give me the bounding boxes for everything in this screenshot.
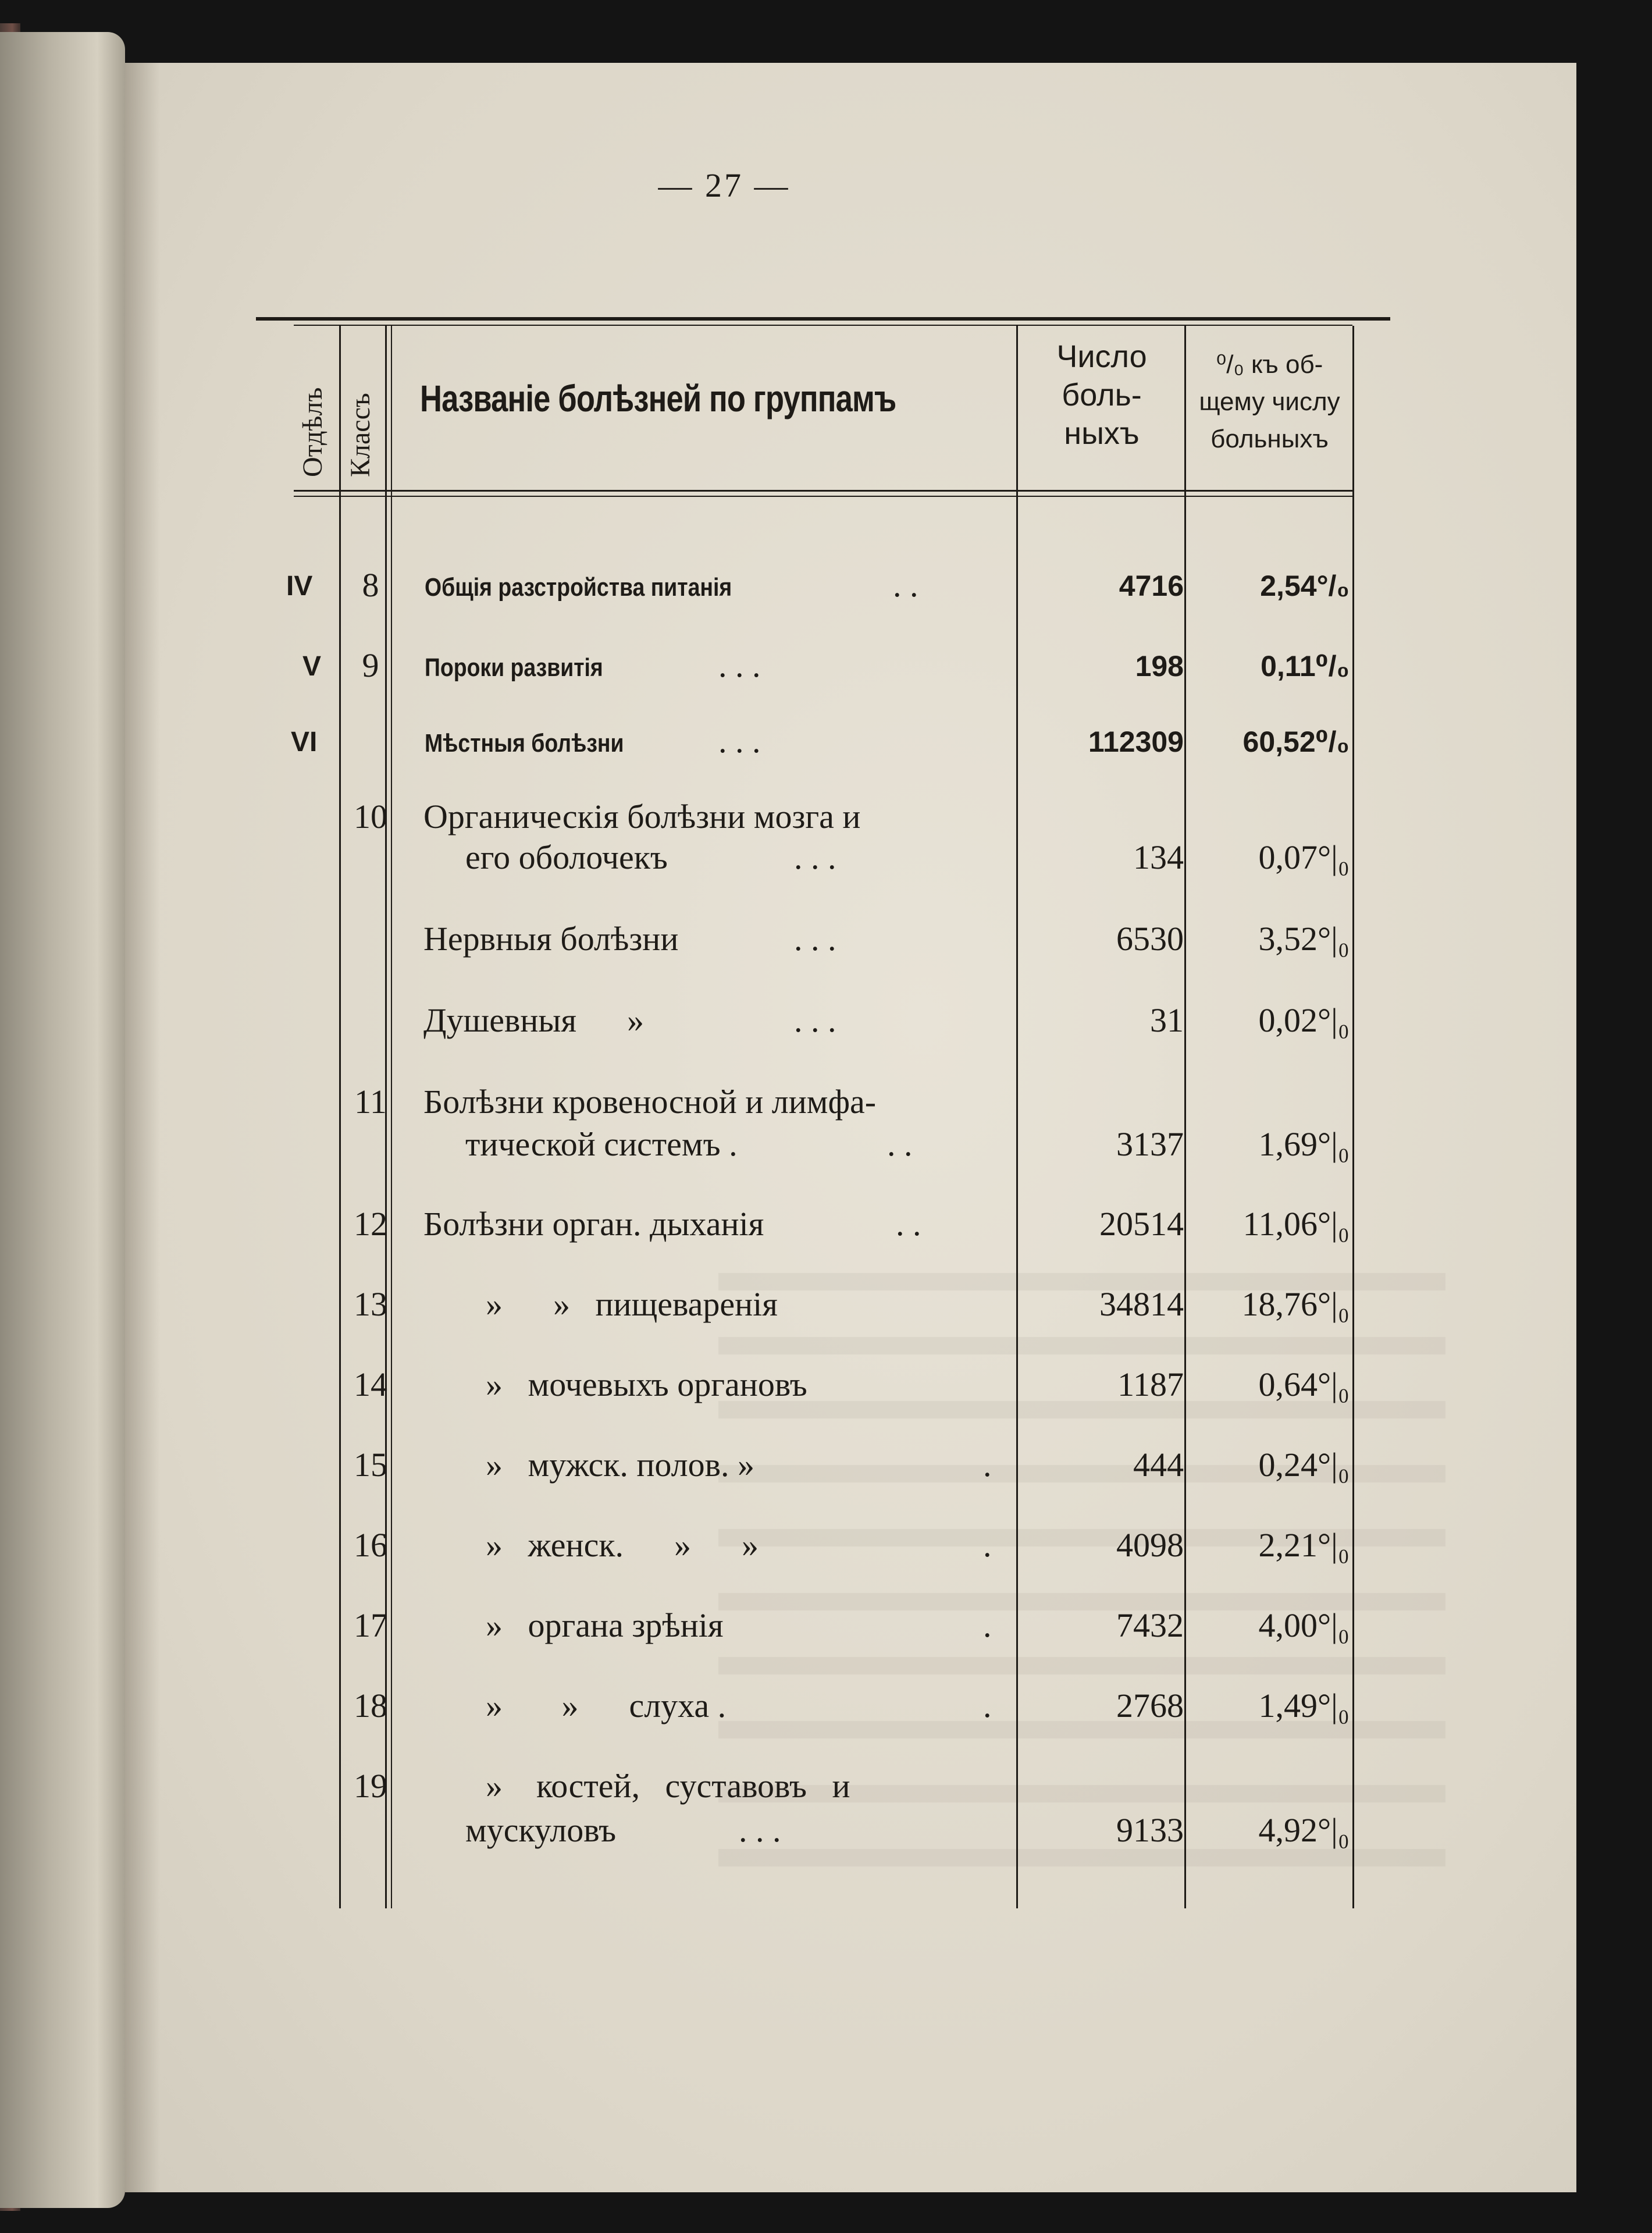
row-class: 10: [354, 798, 387, 835]
row-name: Душевныя »: [423, 1001, 645, 1039]
row-count: 9133: [1116, 1811, 1184, 1849]
gutter-shadow: [125, 63, 160, 2192]
row-name-continued: тической системъ .: [465, 1125, 738, 1163]
column-divider-dept: [339, 326, 341, 1908]
header-count-line: ныхъ: [1064, 416, 1140, 451]
row-class: 14: [354, 1366, 387, 1403]
row-count: 198: [1135, 650, 1184, 682]
row-count: 7432: [1116, 1606, 1184, 1644]
header-percent-line: ⁰/₀ къ об-: [1216, 350, 1323, 379]
row-name-continued: его оболочекъ: [465, 838, 668, 876]
row-name: » женск. » »: [486, 1526, 759, 1564]
bleed-through: [718, 1657, 1446, 1674]
row-name: » мужск. полов. »: [486, 1446, 754, 1484]
row-class: 8: [362, 566, 379, 604]
row-name: Пороки развитія: [425, 653, 603, 682]
row-leader-dots: . .: [893, 566, 918, 604]
row-count: 34814: [1099, 1285, 1184, 1323]
header-count-line: Число: [1056, 339, 1147, 374]
row-name: Нервныя болѣзни: [423, 920, 679, 958]
bleed-through: [718, 1849, 1446, 1866]
header-percent: [1187, 346, 1352, 458]
row-leader-dots: . . .: [794, 920, 836, 958]
row-count: 2768: [1116, 1687, 1184, 1724]
row-name-continued: мускуловъ: [465, 1811, 617, 1849]
header-department: Отдѣлъ: [297, 387, 328, 477]
header-class: Классъ: [345, 393, 376, 477]
row-leader-dots: .: [983, 1526, 992, 1564]
row-name: » мочевыхъ органовъ: [486, 1366, 807, 1403]
bleed-through: [718, 1337, 1446, 1354]
row-leader-dots: . . .: [794, 838, 836, 876]
row-class: 16: [354, 1526, 387, 1564]
row-class: 9: [362, 646, 379, 684]
row-count: 20514: [1099, 1205, 1184, 1243]
row-leader-dots: . .: [887, 1125, 913, 1163]
row-percent: 4,00°|₀: [1258, 1606, 1350, 1644]
row-count: 6530: [1116, 920, 1184, 958]
previous-page-edge: [0, 32, 125, 2208]
row-percent: 0,64°|₀: [1258, 1366, 1350, 1403]
header-rule-thin: [294, 496, 1352, 497]
row-leader-dots: .: [983, 1606, 992, 1644]
row-leader-dots: . . .: [718, 646, 761, 684]
row-count: 112309: [1088, 726, 1184, 758]
row-leader-dots: . . .: [794, 1001, 836, 1039]
row-count: 444: [1133, 1446, 1184, 1484]
row-leader-dots: .: [983, 1687, 992, 1724]
row-name: Болѣзни кровеносной и лимфа-: [423, 1083, 877, 1121]
header-title: Названіе болѣзней по группамъ: [420, 378, 896, 419]
row-percent: 0,24°|₀: [1258, 1446, 1350, 1484]
row-percent: 2,21°|₀: [1258, 1526, 1350, 1564]
row-count: 3137: [1116, 1125, 1184, 1163]
row-class: 19: [354, 1767, 387, 1805]
row-department: V: [302, 651, 322, 682]
row-name: Органическія болѣзни мозга и: [423, 798, 861, 835]
row-name: » органа зрѣнія: [486, 1606, 724, 1644]
row-percent: 0,02°|₀: [1258, 1001, 1350, 1039]
row-class: 17: [354, 1606, 387, 1644]
row-count: 31: [1150, 1001, 1184, 1039]
header-rule: [294, 490, 1352, 492]
column-divider-count: [1184, 326, 1186, 1908]
row-percent: 3,52°|₀: [1258, 920, 1350, 958]
row-percent: 4,92°|₀: [1258, 1811, 1350, 1849]
row-leader-dots: . . .: [739, 1811, 781, 1849]
row-name: Мѣстныя болѣзни: [425, 729, 624, 758]
row-leader-dots: .: [983, 1446, 992, 1484]
header-percent-line: больныхъ: [1210, 425, 1329, 453]
row-department: IV: [286, 571, 313, 602]
table-top-rule: [256, 317, 1390, 321]
row-class: 11: [354, 1083, 387, 1121]
row-percent: 0,11⁰/₀: [1261, 650, 1350, 682]
row-percent: 1,69°|₀: [1258, 1125, 1350, 1163]
row-leader-dots: . .: [896, 1205, 921, 1243]
row-percent: 60,52⁰/₀: [1242, 726, 1350, 758]
row-percent: 0,07°|₀: [1258, 838, 1350, 876]
row-class: 13: [354, 1285, 387, 1323]
row-name: Болѣзни орган. дыханія: [423, 1205, 764, 1243]
row-percent: 1,49°|₀: [1258, 1687, 1350, 1724]
row-percent: 11,06°|₀: [1242, 1205, 1350, 1243]
row-name: » » слуха .: [486, 1687, 727, 1724]
row-class: 18: [354, 1687, 387, 1724]
row-count: 134: [1133, 838, 1184, 876]
row-count: 4716: [1119, 570, 1184, 602]
row-name: » » пищеваренія: [486, 1285, 778, 1323]
header-count-line: боль-: [1062, 378, 1142, 413]
row-name: Общія разстройства питанія: [425, 573, 732, 602]
row-leader-dots: . . .: [718, 722, 761, 760]
header-count: [1019, 337, 1184, 453]
row-count: 1187: [1117, 1366, 1184, 1403]
column-divider-right: [1352, 326, 1354, 1908]
row-name: » костей, суставовъ и: [486, 1767, 850, 1805]
row-class: 12: [354, 1205, 387, 1243]
row-class: 15: [354, 1446, 387, 1484]
page-number: — 27 —: [658, 166, 791, 204]
row-department: VI: [291, 727, 318, 758]
row-percent: 2,54°/₀: [1260, 570, 1350, 602]
table-top-rule-thin: [294, 325, 1352, 326]
row-count: 4098: [1116, 1526, 1184, 1564]
row-percent: 18,76°|₀: [1241, 1285, 1350, 1323]
column-divider-name: [1016, 326, 1018, 1908]
header-percent-line: щему числу: [1199, 387, 1340, 416]
